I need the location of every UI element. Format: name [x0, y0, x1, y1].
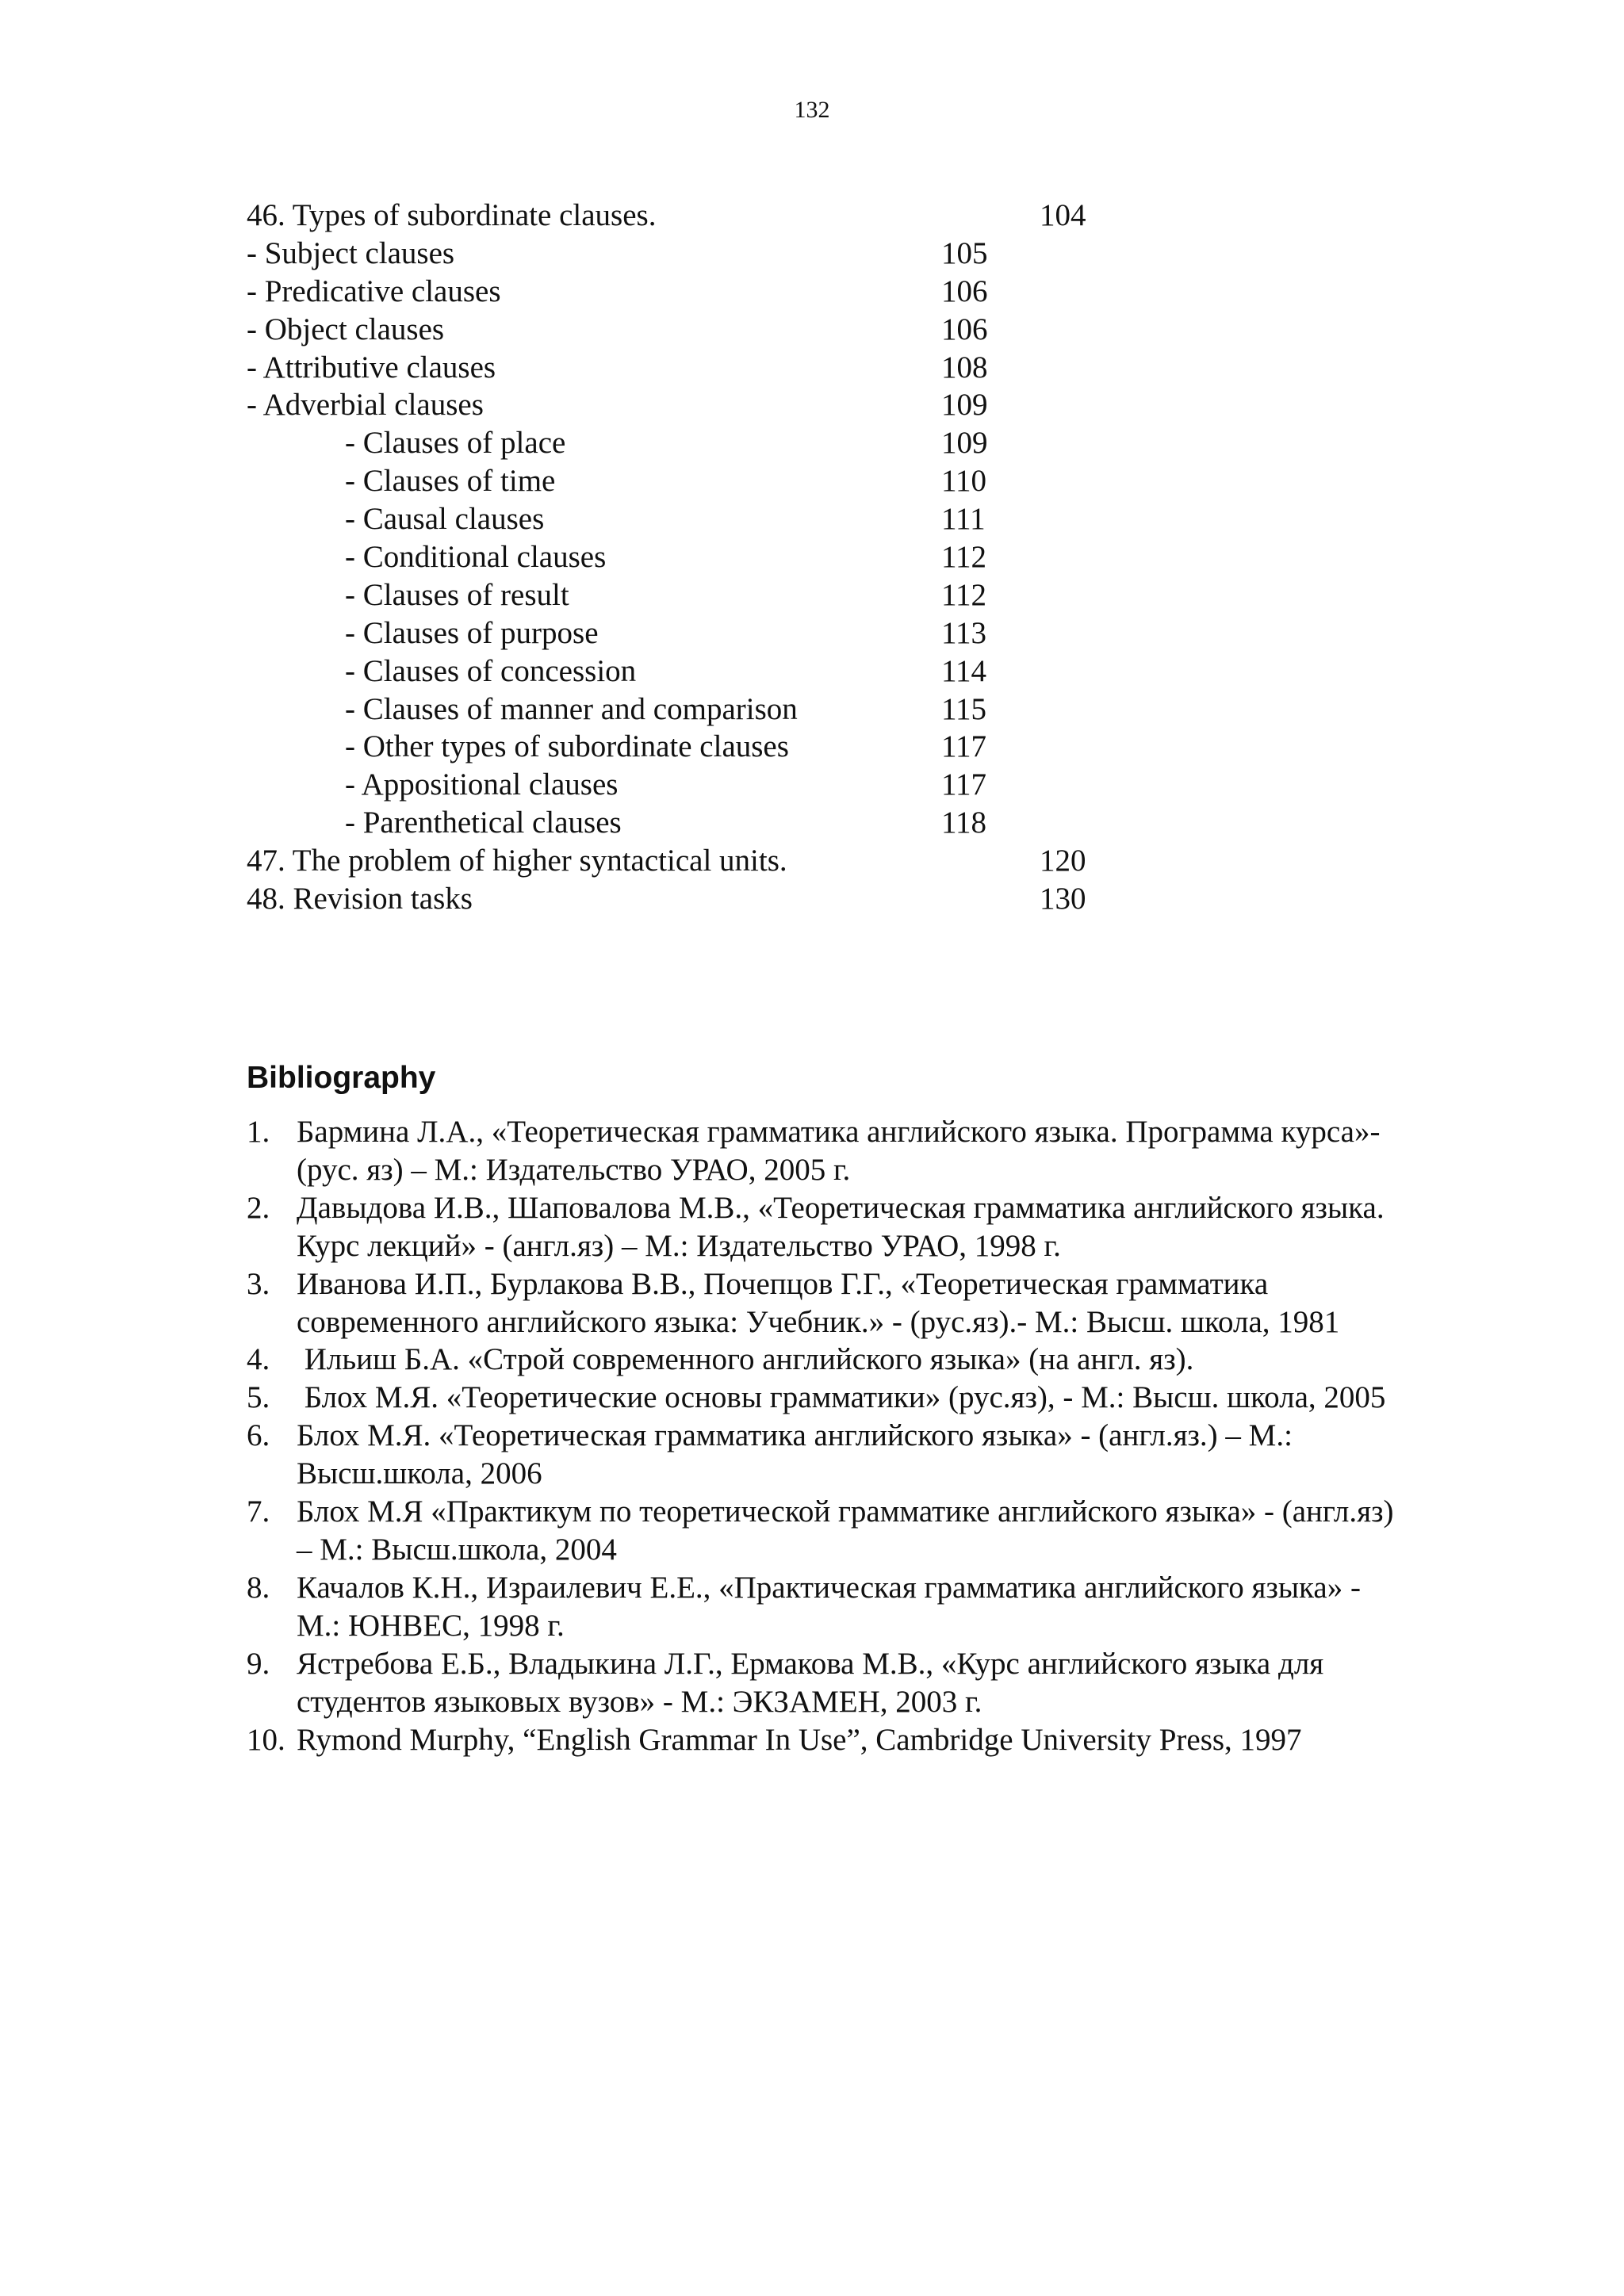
bibliography-item-text: Давыдова И.В., Шаповалова М.В., «Теоретическая грамматика английского языка. Курс лекций» - (англ.яз) – М.: Издательство УРАО, 1998 г.: [297, 1190, 1392, 1263]
bibliography-item: [247, 1645, 1396, 1721]
bibliography-item: [247, 1265, 1396, 1341]
bibliography-item-number: 6.: [247, 1418, 270, 1453]
toc-entry-page: 114: [941, 653, 987, 688]
bibliography-item-number: 5.: [247, 1380, 270, 1415]
toc-entry-title: - Clauses of result: [345, 577, 569, 612]
toc-entry-page: 111: [941, 502, 986, 537]
toc-entry-page: 130: [1040, 882, 1086, 916]
bibliography-item-text: Rymond Murphy, “English Grammar In Use”, Cambridge University Press, 1997: [297, 1722, 1302, 1757]
toc-entry-page: 118: [941, 806, 987, 840]
toc-entry-title: - Subject clauses: [247, 235, 455, 270]
bibliography-item-number: 1.: [247, 1115, 270, 1149]
bibliography-item: [247, 1569, 1396, 1645]
toc-entry-title: - Appositional clauses: [345, 767, 619, 802]
bibliography-item-number: 4.: [247, 1342, 270, 1377]
bibliography-item-text: Ильиш Б.А. «Строй современного английского языка» (на англ. яз).: [297, 1342, 1194, 1377]
bibliography-list: [247, 1113, 1402, 1758]
toc-entry-page: 106: [941, 312, 988, 346]
bibliography-item-number: 10.: [247, 1722, 285, 1757]
toc-entry-title: 47. The problem of higher syntactical units.: [247, 844, 787, 878]
toc-entry-title: - Clauses of time: [345, 464, 556, 499]
toc-entry-page: 108: [941, 350, 988, 385]
bibliography-item-text: Блох М.Я «Практикум по теоретической грамматике английского языка» - (англ.яз) – М.: Высш.школа, 2004: [297, 1494, 1402, 1567]
toc-entry-title: - Object clauses: [247, 312, 445, 346]
toc-entry: [247, 880, 1436, 918]
toc-entry-page: 117: [941, 729, 987, 764]
toc-entry: [247, 349, 1436, 387]
toc-entry: [247, 386, 1436, 424]
bibliography-item: [247, 1113, 1396, 1189]
toc-entry-page: 106: [941, 274, 988, 308]
toc-entry-page: 112: [941, 577, 987, 612]
toc-entry-title: - Predicative clauses: [247, 274, 501, 308]
bibliography-item: [247, 1417, 1396, 1493]
bibliography-item: [247, 1721, 1396, 1759]
toc-entry-page: 109: [941, 426, 988, 461]
toc-entry-page: 112: [941, 540, 987, 575]
toc-entry: [247, 766, 1436, 804]
toc-entry: [247, 424, 1436, 462]
bibliography-item-number: 2.: [247, 1190, 270, 1225]
toc-entry-title: - Clauses of place: [345, 426, 566, 461]
toc-entry-title: - Attributive clauses: [247, 350, 496, 385]
toc-entry-title: - Conditional clauses: [345, 540, 607, 575]
toc-entry-page: 105: [941, 235, 988, 270]
toc-entry-title: - Clauses of concession: [345, 653, 637, 688]
toc-entry: [247, 311, 1436, 349]
toc-entry: [247, 273, 1436, 311]
toc-entry: [247, 462, 1436, 500]
page-number: 132: [794, 97, 830, 123]
bibliography-item: [247, 1189, 1396, 1265]
toc-entry: [247, 576, 1436, 614]
toc-entry-title: - Clauses of purpose: [345, 615, 599, 650]
toc-entry-page: 110: [941, 464, 987, 499]
toc-entry: [247, 197, 1436, 235]
bibliography-item: [247, 1379, 1396, 1417]
bibliography-item-text: Бармина Л.А., «Теоретическая грамматика английского языка. Программа курса»- (рус. яз) – М.: Издательство УРАО, 2005 г.: [297, 1115, 1388, 1187]
toc-entry-title: 46. Types of subordinate clauses.: [247, 198, 657, 232]
table-of-contents: [247, 197, 1436, 918]
toc-entry-page: 115: [941, 691, 987, 726]
bibliography-item-text: Блох М.Я. «Теоретическая грамматика английского языка» - (англ.яз.) – М.: Высш.школа, 2006: [297, 1418, 1300, 1491]
toc-entry: [247, 842, 1436, 880]
toc-entry-title: - Other types of subordinate clauses: [345, 729, 789, 764]
bibliography-item-number: 3.: [247, 1266, 270, 1301]
toc-entry-title: - Causal clauses: [345, 502, 545, 537]
toc-entry-page: 109: [941, 388, 988, 423]
toc-entry: [247, 728, 1436, 766]
toc-entry: [247, 538, 1436, 576]
toc-entry-page: 104: [1040, 198, 1086, 232]
toc-entry: [247, 614, 1436, 652]
toc-entry-page: 113: [941, 615, 987, 650]
toc-entry: [247, 804, 1436, 842]
toc-entry-title: - Clauses of manner and comparison: [345, 691, 798, 726]
toc-entry: [247, 235, 1436, 273]
toc-entry-page: 117: [941, 767, 987, 802]
bibliography-item-text: Блох М.Я. «Теоретические основы грамматики» (рус.яз), - М.: Высш. школа, 2005: [297, 1380, 1386, 1415]
bibliography-item-number: 8.: [247, 1570, 270, 1605]
bibliography-item-text: Качалов К.Н., Израилевич Е.Е., «Практическая грамматика английского языка» - М.: ЮНВЕС, 1998 г.: [297, 1570, 1369, 1643]
toc-entry-title: 48. Revision tasks: [247, 882, 473, 916]
toc-entry: [247, 652, 1436, 691]
bibliography-item-text: Иванова И.П., Бурлакова В.В., Почепцов Г.Г., «Теоретическая грамматика современного английского языка: Учебник.» - (рус.яз).- М.: Высш. школа, 1981: [297, 1266, 1340, 1339]
toc-entry: [247, 500, 1436, 538]
bibliography-item-number: 7.: [247, 1494, 270, 1529]
toc-entry-page: 120: [1040, 844, 1086, 878]
toc-entry-title: - Parenthetical clauses: [345, 806, 622, 840]
bibliography-heading: Bibliography: [247, 1061, 436, 1095]
toc-entry-title: - Adverbial clauses: [247, 388, 484, 423]
bibliography-item: [247, 1493, 1402, 1569]
toc-entry: [247, 691, 1436, 729]
bibliography-item: [247, 1341, 1396, 1379]
bibliography-item-number: 9.: [247, 1646, 270, 1681]
bibliography-item-text: Ястребова Е.Б., Владыкина Л.Г., Ермакова М.В., «Курс английского языка для студентов языковых вузов» - М.: ЭКЗАМЕН, 2003 г.: [297, 1646, 1331, 1719]
